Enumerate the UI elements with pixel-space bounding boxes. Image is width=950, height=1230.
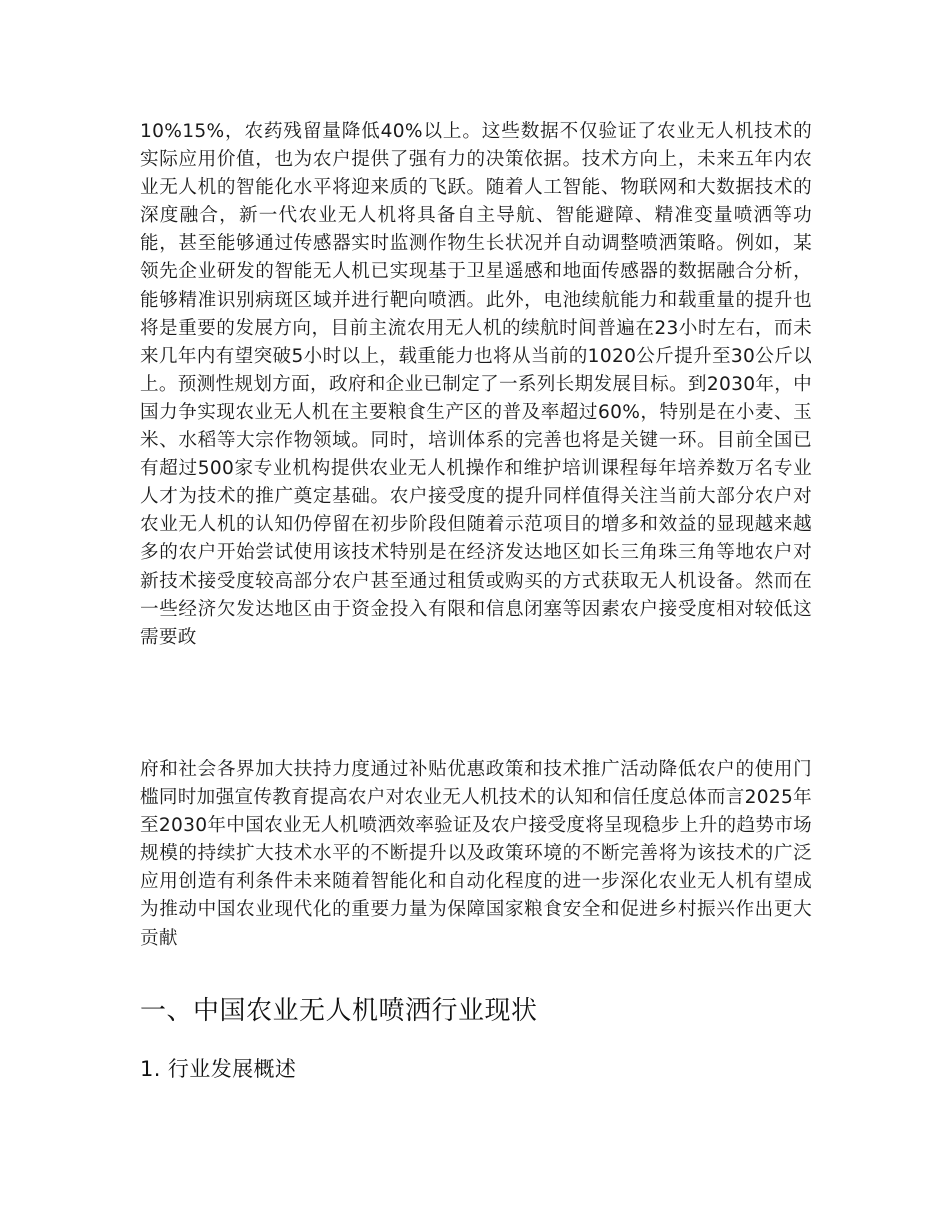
subsection-heading: 1. 行业发展概述 (140, 1057, 297, 1081)
section-heading: 一、中国农业无人机喷洒行业现状 (140, 996, 538, 1026)
body-paragraph: 府和社会各界加大扶持力度通过补贴优惠政策和技术推广活动降低农户的使用门槛同时加强宣传教育提高农户对农业无人机技术的认知和信任度总体而言2025年至2030年中国农业无人机喷洒效率验证及农户接受度将呈现稳步上升的趋势市场规模的持续扩大技术水平的不断提升以及政策环境的不断完善将为该技术的广泛应用创造有利条件未来随着智能化和自动化程度的进一步深化农业无人机有望成为推动中国农业现代化的重要力量为保障国家粮食安全和促进乡村振兴作出更大贡献 (140, 759, 813, 949)
body-paragraph: 10%15%，农药残留量降低40%以上。这些数据不仅验证了农业无人机技术的实际应用价值，也为农户提供了强有力的决策依据。技术方向上，未来五年内农业无人机的智能化水平将迎来质的飞跃。随着人工智能、物联网和大数据技术的深度融合，新一代农业无人机将具备自主导航、智能避障、精准变量喷洒等功能，甚至能够通过传感器实时监测作物生长状况并自动调整喷洒策略。例如，某领先企业研发的智能无人机已实现基于卫星遥感和地面传感器的数据融合分析，能够精准识别病斑区域并进行靶向喷洒。此外，电池续航能力和载重量的提升也将是重要的发展方向，目前主流农用无人机的续航时间普遍在23小时左右，而未来几年内有望突破5小时以上，载重能力也将从当前的1020公斤提升至30公斤以上。预测性规划方面，政府和企业已制定了一系列长期发展目标。到2030年，中国力争实现农业无人机在主要粮食生产区的普及率超过60%，特别是在小麦、玉米、水稻等大宗作物领域。同时，培训体系的完善也将是关键一环。目前全国已有超过500家专业机构提供农业无人机操作和维护培训课程每年培养数万名专业人才为技术的推广奠定基础。农户接受度的提升同样值得关注当前大部分农户对农业无人机的认知仍停留在初步阶段但随着示范项目的增多和效益的显现越来越多的农户开始尝试使用该技术特别是在经济发达地区如长三角珠三角等地农户对新技术接受度较高部分农户甚至通过租赁或购买的方式获取无人机设备。然而在一些经济欠发达地区由于资金投入有限和信息闭塞等因素农户接受度相对较低这需要政 (140, 121, 813, 648)
